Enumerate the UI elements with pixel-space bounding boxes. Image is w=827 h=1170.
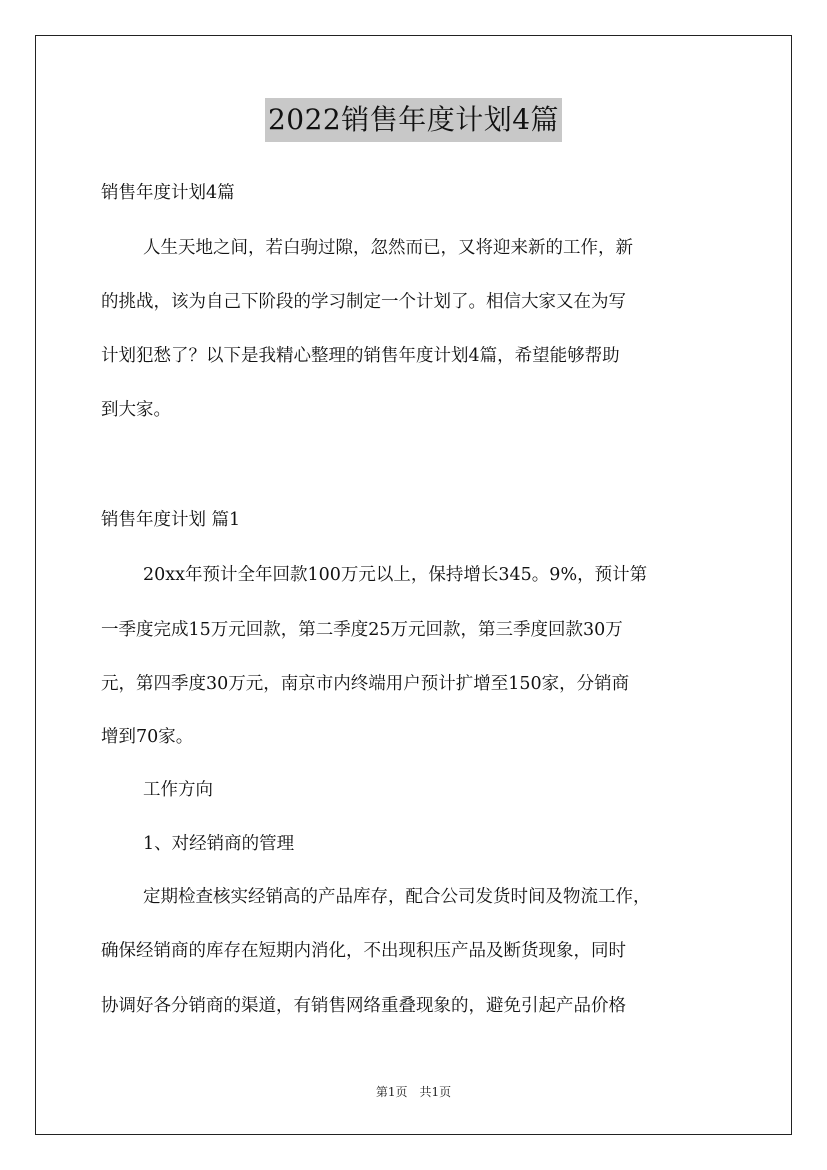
page-number-footer: 第1页 共1页 xyxy=(375,1085,452,1099)
item-paragraph-line: 协调好各分销商的渠道，有销售网络重叠现象的，避免引起产品价格 xyxy=(101,996,626,1016)
section-paragraph-line: 增到70家。 xyxy=(101,727,194,747)
document-title xyxy=(0,98,827,142)
intro-line: 的挑战，该为自己下阶段的学习制定一个计划了。相信大家又在为写 xyxy=(101,292,626,312)
section-heading: 销售年度计划 篇1 xyxy=(101,510,241,530)
work-direction-heading: 工作方向 xyxy=(143,780,213,800)
document-title-text: 2022销售年度计划4篇 xyxy=(265,98,562,142)
item-paragraph-line: 确保经销商的库存在短期内消化，不出现积压产品及断货现象，同时 xyxy=(101,941,626,961)
section-paragraph-line: 元，第四季度30万元，南京市内终端用户预计扩增至150家，分销商 xyxy=(101,674,630,694)
item-paragraph-line: 定期检查核实经销高的产品库存，配合公司发货时间及物流工作， xyxy=(143,887,651,907)
intro-line: 到大家。 xyxy=(101,400,171,420)
section-paragraph-line: 一季度完成15万元回款，第二季度25万元回款，第三季度回款30万 xyxy=(101,620,623,640)
document-subtitle: 销售年度计划4篇 xyxy=(101,183,235,203)
intro-line: 计划犯愁了？以下是我精心整理的销售年度计划4篇，希望能够帮助 xyxy=(101,346,620,366)
section-paragraph-line: 20xx年预计全年回款100万元以上，保持增长345。9%，预计第 xyxy=(143,565,648,585)
intro-line: 人生天地之间，若白驹过隙，忽然而已，又将迎来新的工作，新 xyxy=(143,238,633,258)
item-heading: 1、对经销商的管理 xyxy=(143,834,295,854)
